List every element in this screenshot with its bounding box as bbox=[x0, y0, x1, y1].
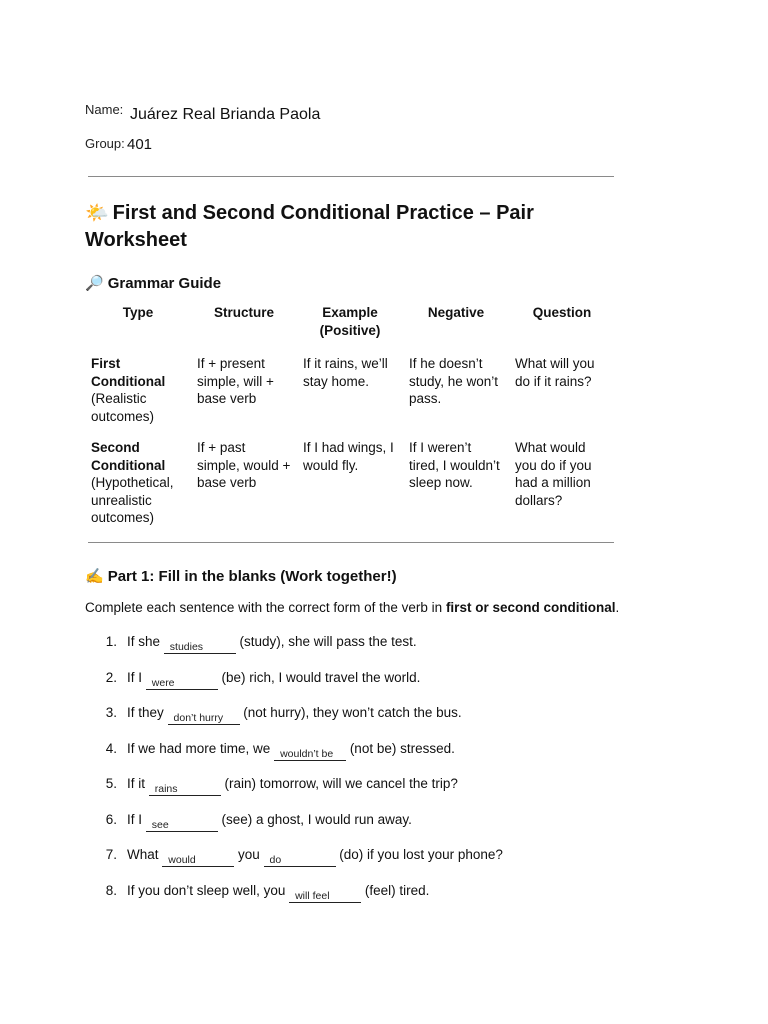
item-text: (feel) tired. bbox=[361, 882, 430, 898]
negative-cell: If he doesn’t study, he won’t pass. bbox=[409, 356, 499, 406]
list-item bbox=[85, 703, 503, 739]
writing-hand-icon: ✍️ bbox=[85, 568, 104, 585]
answer-text: were bbox=[151, 676, 175, 689]
name-value: Juárez Real Brianda Paola bbox=[130, 106, 321, 123]
list-item bbox=[85, 845, 503, 881]
column-header: Example (Positive) bbox=[319, 305, 381, 338]
answer-text: will feel bbox=[295, 889, 330, 902]
answer-text: don’t hurry bbox=[173, 712, 224, 724]
answer-text: do bbox=[269, 854, 282, 866]
grammar-guide-heading bbox=[85, 274, 221, 292]
type-note: (Hypothetical, unrealistic outcomes) bbox=[91, 475, 174, 525]
list-item bbox=[85, 774, 503, 810]
answer-blank[interactable] bbox=[146, 677, 218, 690]
item-text: (do) if you lost your phone? bbox=[335, 847, 503, 862]
list-item bbox=[85, 881, 503, 917]
item-text: (study), she will pass the test. bbox=[235, 634, 417, 649]
answer-blank[interactable] bbox=[264, 854, 336, 867]
table-row bbox=[85, 353, 615, 437]
question-cell: What will you do if it rains? bbox=[515, 356, 595, 389]
column-header: Negative bbox=[427, 305, 485, 320]
answer-text: rains bbox=[154, 783, 178, 795]
answer-blank[interactable] bbox=[289, 890, 361, 903]
grammar-guide-table bbox=[85, 300, 615, 539]
answer-blank[interactable] bbox=[146, 819, 218, 832]
answer-blank[interactable] bbox=[149, 783, 221, 796]
item-text: you bbox=[234, 847, 264, 862]
item-text: If you don’t sleep well, you bbox=[127, 882, 290, 898]
column-header: Question bbox=[532, 305, 592, 320]
item-text: If I bbox=[127, 669, 146, 685]
structure-cell: If + past simple, would + base verb bbox=[197, 440, 291, 490]
list-item bbox=[85, 632, 503, 668]
part1-instructions bbox=[85, 600, 619, 615]
item-number: 5. bbox=[105, 776, 117, 791]
column-header: Structure bbox=[213, 305, 274, 320]
type-name: Second Conditional bbox=[91, 440, 166, 473]
item-text: What bbox=[127, 847, 163, 862]
item-number: 2. bbox=[105, 669, 117, 685]
example-cell: If it rains, we’ll stay home. bbox=[303, 356, 388, 389]
sun-behind-cloud-icon: 🌤️ bbox=[85, 203, 109, 224]
type-cell bbox=[85, 437, 191, 539]
type-name: First Conditional bbox=[91, 356, 166, 389]
name-label: Name: bbox=[85, 102, 124, 117]
item-number: 8. bbox=[105, 882, 117, 898]
answer-text: studies bbox=[169, 641, 204, 653]
negative-cell: If I weren’t tired, I wouldn’t sleep now. bbox=[409, 440, 500, 490]
item-text: If we had more time, we bbox=[127, 740, 275, 756]
answer-blank[interactable] bbox=[168, 712, 240, 725]
instructions-text: Complete each sentence with the correct form of the verb in bbox=[85, 600, 446, 615]
answer-blank[interactable] bbox=[164, 641, 236, 654]
type-cell bbox=[85, 353, 191, 437]
item-number: 4. bbox=[105, 740, 117, 756]
example-cell: If I had wings, I would fly. bbox=[303, 440, 394, 473]
question-cell: What would you do if you had a million dollars? bbox=[515, 440, 592, 508]
answer-text: see bbox=[151, 818, 169, 831]
item-number: 3. bbox=[105, 705, 117, 720]
answer-blank[interactable] bbox=[162, 854, 234, 867]
page-title-text: First and Second Conditional Practice – Pair Worksheet bbox=[85, 202, 534, 251]
table-header-row bbox=[85, 300, 615, 353]
instructions-emphasis: first or second conditional bbox=[445, 600, 616, 615]
item-text: (be) rich, I would travel the world. bbox=[217, 669, 421, 685]
list-item bbox=[85, 668, 503, 704]
divider-middle bbox=[88, 542, 614, 543]
item-text: (see) a ghost, I would run away. bbox=[217, 811, 412, 827]
item-text: If I bbox=[127, 811, 146, 827]
grammar-guide-heading-text: Grammar Guide bbox=[107, 275, 222, 292]
item-text: If it bbox=[127, 776, 149, 791]
part1-heading bbox=[85, 567, 397, 585]
item-number: 7. bbox=[105, 847, 117, 862]
item-number: 6. bbox=[105, 811, 117, 827]
column-header: Type bbox=[122, 305, 154, 320]
item-number: 1. bbox=[105, 634, 117, 649]
magnifier-icon: 🔎 bbox=[85, 275, 104, 292]
group-label: Group: bbox=[85, 136, 125, 151]
answer-text: would bbox=[168, 854, 196, 866]
item-text: (not hurry), they won’t catch the bus. bbox=[239, 705, 462, 720]
instructions-end: . bbox=[615, 600, 620, 615]
list-item bbox=[85, 810, 503, 846]
item-text: (not be) stressed. bbox=[346, 740, 455, 756]
type-note: (Realistic outcomes) bbox=[91, 391, 155, 424]
item-text: If they bbox=[127, 705, 168, 720]
item-text: (rain) tomorrow, will we cancel the trip? bbox=[220, 776, 458, 791]
table-row bbox=[85, 437, 615, 539]
exercise-list bbox=[85, 632, 503, 916]
group-value: 401 bbox=[127, 136, 153, 153]
answer-blank[interactable] bbox=[274, 748, 346, 761]
answer-text: wouldn’t be bbox=[280, 747, 334, 760]
structure-cell: If + present simple, will + base verb bbox=[197, 356, 274, 406]
part1-heading-text: Part 1: Fill in the blanks (Work together!) bbox=[107, 568, 397, 585]
divider-top bbox=[88, 176, 614, 177]
item-text: If she bbox=[127, 634, 164, 649]
page-title bbox=[85, 200, 605, 254]
list-item bbox=[85, 739, 503, 775]
